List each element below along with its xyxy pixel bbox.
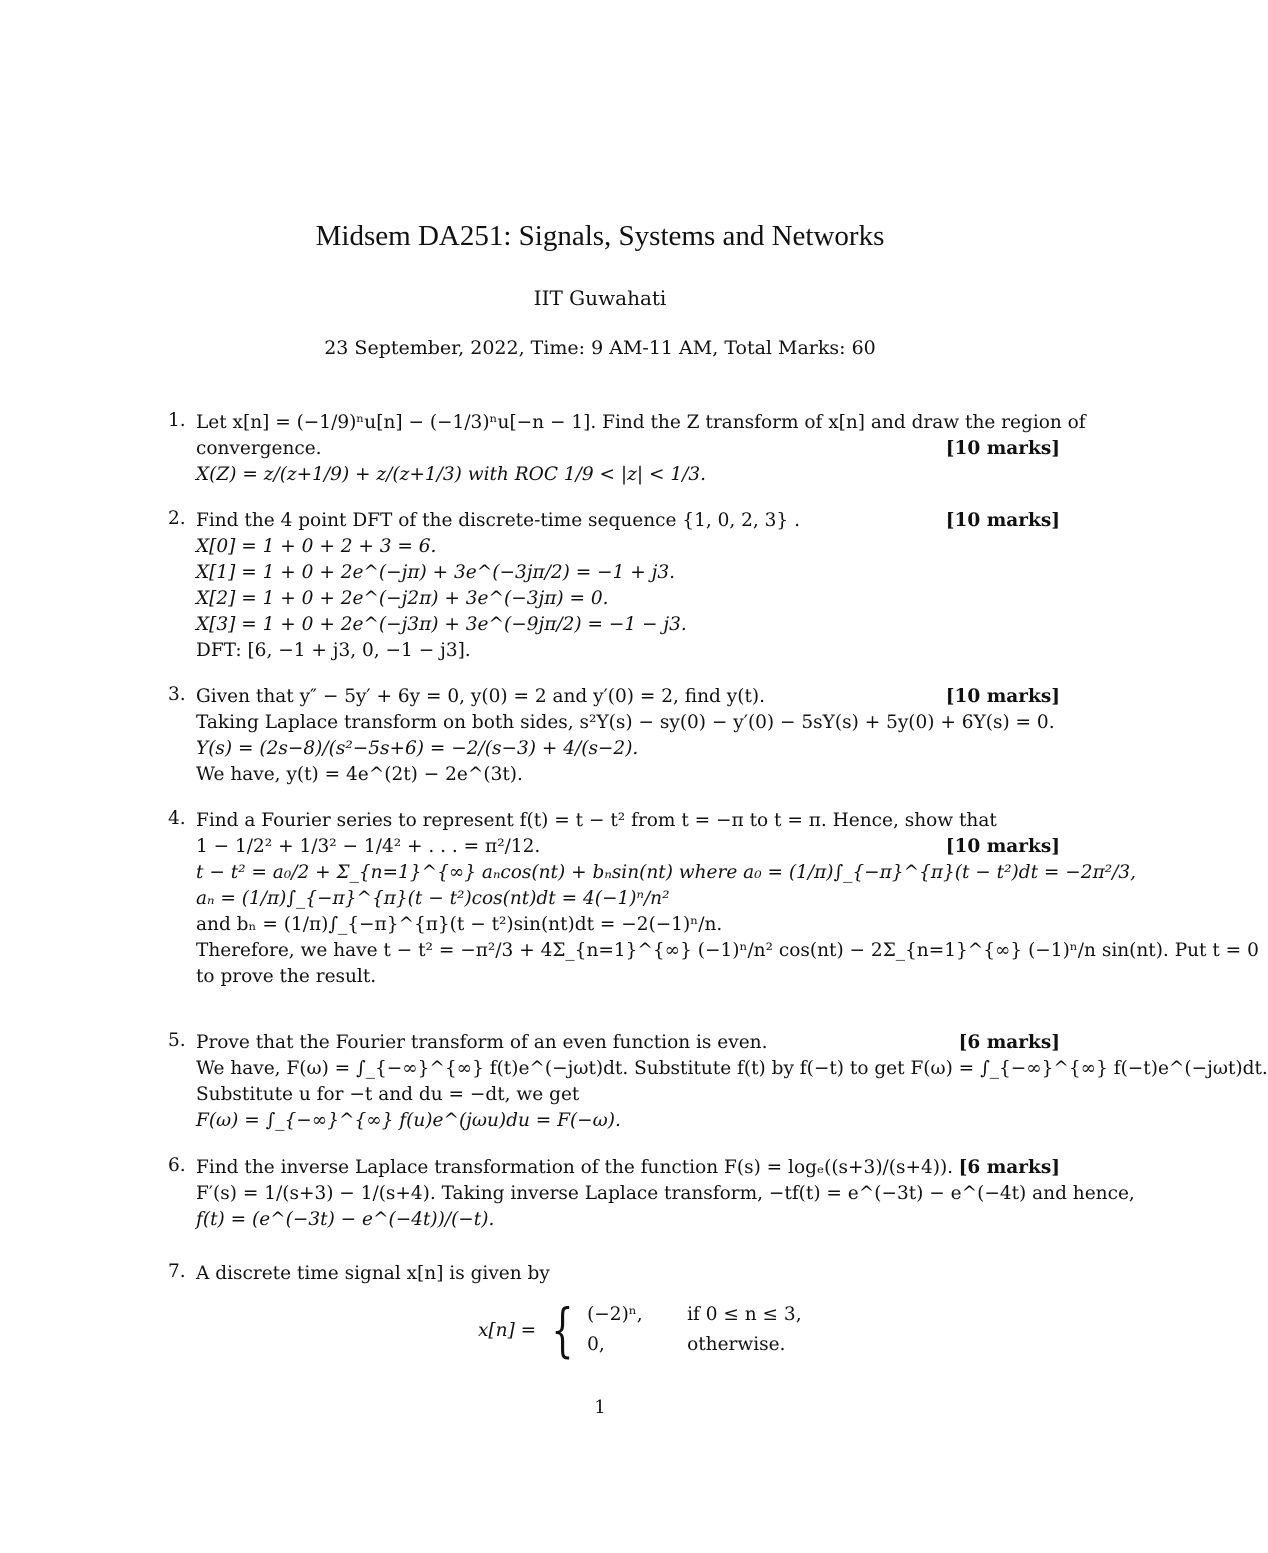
- marks-label: [10 marks]: [945, 510, 1060, 531]
- question-number: 5.: [168, 1030, 186, 1051]
- answer-line: Therefore, we have t − t² = −π²/3 + 4Σ_{n=1}^{∞} (−1)ⁿ/n² cos(nt) − 2Σ_{n=1}^{∞} (−1)ⁿ/n sin(nt). Put t = 0: [196, 940, 1259, 961]
- answer-line: aₙ = (1/π)∫_{−π}^{π}(t − t²)cos(nt)dt = 4(−1)ⁿ/n²: [196, 888, 670, 909]
- question-line: A discrete time signal x[n] is given by: [196, 1263, 550, 1284]
- question-number: 7.: [168, 1261, 186, 1282]
- answer-line: Y(s) = (2s−8)/(s²−5s+6) = −2/(s−3) + 4/(s−2).: [196, 738, 639, 759]
- question-6: [168, 1155, 1135, 1233]
- piecewise-equation: [478, 1296, 802, 1364]
- question-line: Find the inverse Laplace transformation of the function F(s) = logₑ((s+3)/(s+4)). [6 marks]: [196, 1155, 1060, 1181]
- marks-label: [10 marks]: [945, 686, 1060, 707]
- piecewise-case: 0, otherwise.: [587, 1334, 786, 1355]
- question-line: Let x[n] = (−1/9)ⁿu[n] − (−1/3)ⁿu[−n − 1]. Find the Z transform of x[n] and draw the region of: [196, 412, 1086, 433]
- doc-title: Midsem DA251: Signals, Systems and Networks: [315, 220, 885, 252]
- question-number: 3.: [168, 684, 186, 705]
- answer-line: We have, F(ω) = ∫_{−∞}^{∞} f(t)e^(−jωt)dt. Substitute f(t) by f(−t) to get F(ω) = ∫_{−∞}^{∞} f(−t)e^(−jωt)dt.: [196, 1058, 1268, 1079]
- question-4: [168, 808, 1259, 990]
- question-1: [168, 410, 1086, 488]
- doc-author: IIT Guwahati: [533, 286, 667, 310]
- marks-label: [6 marks]: [958, 1032, 1060, 1053]
- question-number: 2.: [168, 508, 186, 529]
- question-line: Given that y″ − 5y′ + 6y = 0, y(0) = 2 and y′(0) = 2, find y(t). [10 marks]: [196, 684, 1060, 710]
- brace-symbol: {: [551, 1296, 574, 1364]
- answer-line: We have, y(t) = 4e^(2t) − 2e^(3t).: [196, 764, 523, 785]
- marks-label: [10 marks]: [945, 836, 1060, 857]
- answer-line: and bₙ = (1/π)∫_{−π}^{π}(t − t²)sin(nt)dt = −2(−1)ⁿ/n.: [196, 914, 723, 935]
- answer-line: X[3] = 1 + 0 + 2e^(−j3π) + 3e^(−9jπ/2) = −1 − j3.: [196, 614, 687, 635]
- answer-line: X[2] = 1 + 0 + 2e^(−j2π) + 3e^(−3jπ) = 0.: [196, 588, 609, 609]
- question-line: convergence. [10 marks]: [196, 436, 1060, 462]
- page-number: 1: [594, 1397, 606, 1418]
- question-5: [168, 1030, 1268, 1134]
- question-3: [168, 684, 1060, 788]
- question-line: Prove that the Fourier transform of an even function is even. [6 marks]: [196, 1030, 1060, 1056]
- answer-line: X[1] = 1 + 0 + 2e^(−jπ) + 3e^(−3jπ/2) = −1 + j3.: [196, 562, 676, 583]
- question-line: 1 − 1/2² + 1/3² − 1/4² + . . . = π²/12. [10 marks]: [196, 834, 1060, 860]
- answer-line: F′(s) = 1/(s+3) − 1/(s+4). Taking inverse Laplace transform, −tf(t) = e^(−3t) − e^(−4t) and hence,: [196, 1183, 1135, 1204]
- answer-line: Taking Laplace transform on both sides, s²Y(s) − sy(0) − y′(0) − 5sY(s) + 5y(0) + 6Y(s) = 0.: [196, 712, 1055, 733]
- piecewise-case: (−2)ⁿ, if 0 ≤ n ≤ 3,: [587, 1304, 802, 1325]
- question-2: [168, 508, 1060, 664]
- answer-line: X(Z) = z/(z+1/9) + z/(z+1/3) with ROC 1/9 < |z| < 1/3.: [196, 464, 707, 485]
- marks-label: [6 marks]: [958, 1157, 1060, 1178]
- answer-line: to prove the result.: [196, 966, 377, 987]
- question-line: Find a Fourier series to represent f(t) = t − t² from t = −π to t = π. Hence, show that: [196, 810, 997, 831]
- piecewise-lhs: x[n] =: [478, 1319, 537, 1341]
- answer-line: f(t) = (e^(−3t) − e^(−4t))/(−t).: [196, 1209, 495, 1230]
- question-7: [168, 1261, 1060, 1287]
- answer-line: X[0] = 1 + 0 + 2 + 3 = 6.: [196, 536, 437, 557]
- marks-label: [10 marks]: [945, 438, 1060, 459]
- question-line: Find the 4 point DFT of the discrete-time sequence {1, 0, 2, 3} . [10 marks]: [196, 508, 1060, 534]
- doc-date: 23 September, 2022, Time: 9 AM-11 AM, Total Marks: 60: [324, 337, 876, 359]
- question-number: 1.: [168, 410, 186, 431]
- question-number: 6.: [168, 1155, 186, 1176]
- answer-line: Substitute u for −t and du = −dt, we get: [196, 1084, 580, 1105]
- answer-line: t − t² = a₀/2 + Σ_{n=1}^{∞} aₙcos(nt) + bₙsin(nt) where a₀ = (1/π)∫_{−π}^{π}(t − t²)dt = −2π²/3,: [196, 862, 1137, 883]
- question-number: 4.: [168, 808, 186, 829]
- answer-line: F(ω) = ∫_{−∞}^{∞} f(u)e^(jωu)du = F(−ω).: [196, 1110, 621, 1131]
- answer-line: DFT: [6, −1 + j3, 0, −1 − j3].: [196, 640, 471, 661]
